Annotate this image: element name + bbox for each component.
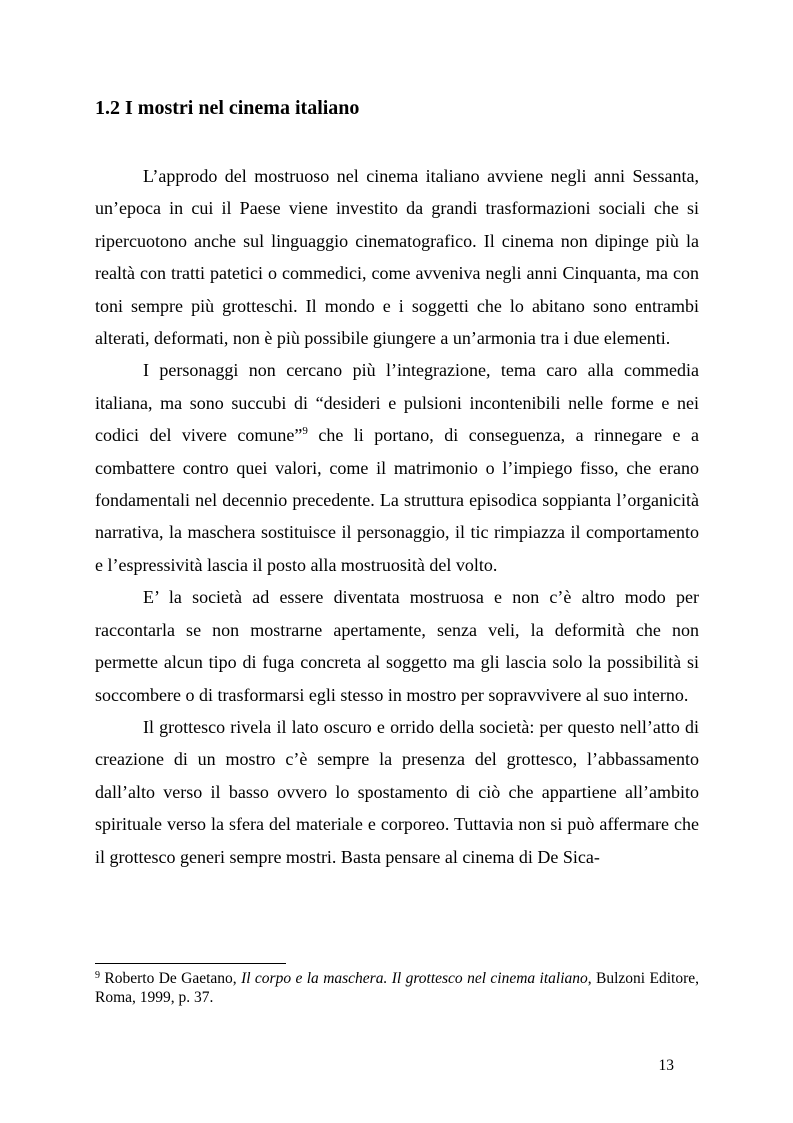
footnote-number: 9 <box>95 970 100 981</box>
paragraph-3: E’ la società ad essere diventata mostruosa e non c’è altro modo per raccontarla se non mostrarne apertamente, senza veli, la deformità che non permette alcun tipo di fuga concreta al soggetto ma gli lascia solo la possibilità si soccombere o di trasformarsi egli stesso in mostro per sopravvivere al suo interno. <box>95 587 699 705</box>
footnote <box>95 969 699 1007</box>
paragraph-1: L’approdo del mostruoso nel cinema italiano avviene negli anni Sessanta, un’epoca in cui il Paese viene investito da grandi trasformazioni sociali che si ripercuotono anche sul linguaggio cinematografico. Il cinema non dipinge più la realtà con tratti patetici o commedici, come avveniva negli anni Cinquanta, ma con toni sempre più grotteschi. Il mondo e i soggetti che lo abitano sono entrambi alterati, deformati, non è più possibile giungere a un’armonia tra i due elementi. <box>95 166 699 349</box>
paragraph-2-text-before: I personaggi non cercano più l’integrazione, tema caro alla commedia italiana, ma sono succubi di “desideri e pulsioni incontenibili nelle forme e nei codici del vivere comune” <box>95 360 699 446</box>
section-heading: 1.2 I mostri nel cinema italiano <box>95 97 360 119</box>
footnote-title: Il corpo e la maschera. Il grottesco nel cinema italiano <box>241 970 588 987</box>
paragraph-4: Il grottesco rivela il lato oscuro e orrido della società: per questo nell’atto di creazione di un mostro c’è sempre la presenza del grottesco, l’abbassamento dall’alto verso il basso ovvero lo spostamento di ciò che appartiene all’ambito spirituale verso la sfera del materiale e corporeo. Tuttavia non si può affermare che il grottesco generi sempre mostri. Basta pensare al cinema di De Sica- <box>95 716 699 867</box>
footnote-reference[interactable]: 9 <box>302 425 308 438</box>
footnote-separator <box>95 963 286 964</box>
paragraph-2-text-after: che li portano, di conseguenza, a rinnegare e a combattere contro quei valori, come il matrimonio o l’impiego fisso, che erano fondamentali nel decennio precedente. La struttura episodica soppianta l’organicità narrativa, la maschera sostituisce il personaggio, il tic rimpiazza il comportamento e l’espressività lascia il posto alla mostruosità del volto. <box>95 425 700 575</box>
footnote-author: Roberto De Gaetano, <box>104 970 242 987</box>
body-text <box>95 160 699 873</box>
footnote-details: , Bulzoni Editore, Roma, 1999, p. 37. <box>95 970 699 1006</box>
page-number: 13 <box>658 1057 674 1074</box>
paragraph-2 <box>95 354 699 581</box>
